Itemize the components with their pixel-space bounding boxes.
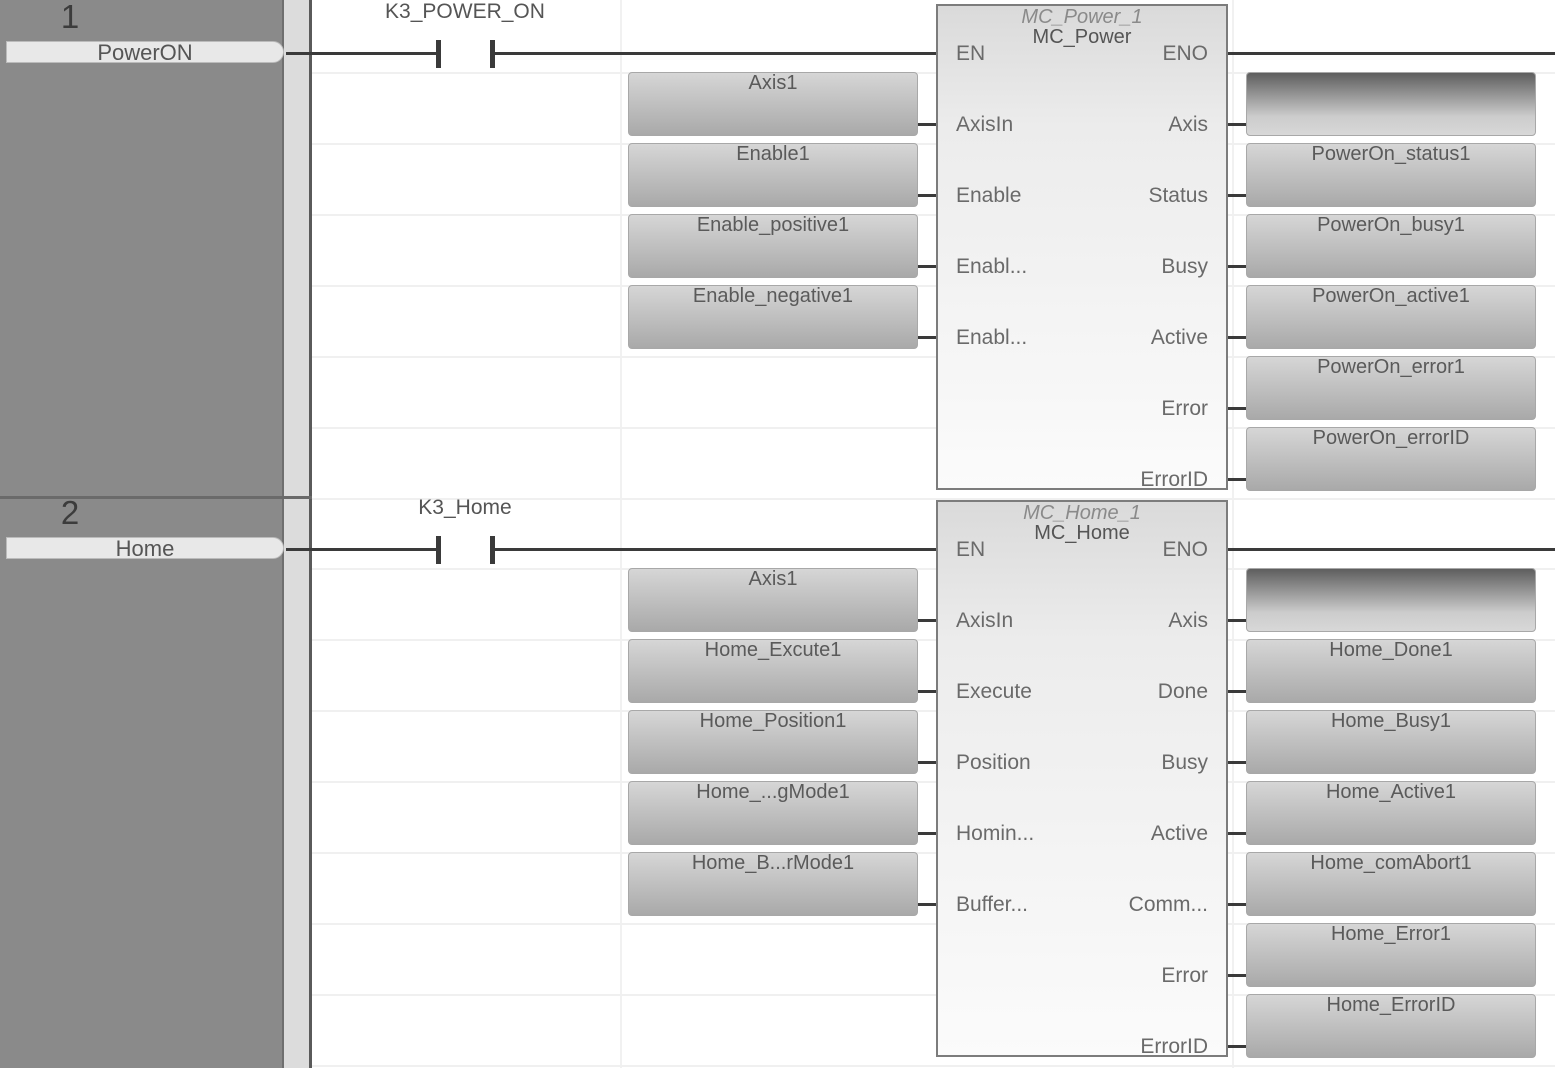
pin-eno: ENO bbox=[1162, 538, 1208, 561]
rung-number: 1 bbox=[60, 0, 80, 35]
function-block-instance-name: MC_Power_1 bbox=[1021, 6, 1143, 28]
pin-output-label: Error bbox=[1161, 964, 1208, 987]
input-variable[interactable]: Home_Excute1 bbox=[628, 639, 918, 703]
rung-wire bbox=[1226, 548, 1555, 551]
output-variable[interactable]: Home_Done1 bbox=[1246, 639, 1536, 703]
pin-output-label: Axis bbox=[1168, 609, 1208, 632]
output-variable[interactable]: PowerOn_busy1 bbox=[1246, 214, 1536, 278]
contact-right-bar[interactable] bbox=[490, 40, 495, 68]
rung-wire bbox=[286, 52, 436, 55]
output-variable[interactable]: Home_ErrorID bbox=[1246, 994, 1536, 1058]
contact-left-bar[interactable] bbox=[436, 40, 441, 68]
grid-row-line bbox=[312, 1065, 1555, 1067]
contact-left-bar[interactable] bbox=[436, 536, 441, 564]
output-variable[interactable]: PowerOn_active1 bbox=[1246, 285, 1536, 349]
output-variable[interactable]: Home_Active1 bbox=[1246, 781, 1536, 845]
input-variable[interactable]: Home_B...rMode1 bbox=[628, 852, 918, 916]
input-variable[interactable]: Home_Position1 bbox=[628, 710, 918, 774]
input-variable[interactable]: Enable_positive1 bbox=[628, 214, 918, 278]
output-variable[interactable]: PowerOn_errorID bbox=[1246, 427, 1536, 491]
rung-wire bbox=[495, 548, 938, 551]
output-variable[interactable]: PowerOn_error1 bbox=[1246, 356, 1536, 420]
pin-input-label: Execute bbox=[956, 680, 1032, 703]
pin-output-label: Active bbox=[1150, 326, 1208, 349]
pin-input-label: Enabl... bbox=[956, 326, 1028, 349]
pin-input-label: Enabl... bbox=[956, 255, 1028, 278]
rung-label[interactable]: PowerON bbox=[6, 41, 284, 63]
input-variable[interactable]: Enable_negative1 bbox=[628, 285, 918, 349]
pin-output-label: Status bbox=[1148, 184, 1208, 207]
function-block[interactable] bbox=[936, 500, 1228, 1057]
pin-output-label: Axis bbox=[1168, 113, 1208, 136]
rung-wire bbox=[286, 548, 436, 551]
input-variable[interactable]: Axis1 bbox=[628, 72, 918, 136]
pin-output-label: Done bbox=[1157, 680, 1208, 703]
pin-output-label: Active bbox=[1150, 822, 1208, 845]
pin-output-label: Comm... bbox=[1128, 893, 1208, 916]
grid-column-line bbox=[1232, 0, 1234, 1068]
function-block-type: MC_Home bbox=[1034, 522, 1130, 544]
pin-eno: ENO bbox=[1162, 42, 1208, 65]
function-block-instance-name: MC_Home_1 bbox=[1023, 502, 1141, 524]
function-block[interactable] bbox=[936, 4, 1228, 490]
rung-wire bbox=[495, 52, 938, 55]
pin-input-label: Homin... bbox=[956, 822, 1035, 845]
output-variable[interactable]: Home_comAbort1 bbox=[1246, 852, 1536, 916]
pin-output-label: ErrorID bbox=[1140, 468, 1208, 491]
pin-input-label: AxisIn bbox=[956, 609, 1014, 632]
pin-en: EN bbox=[956, 538, 986, 561]
output-variable[interactable]: Home_Busy1 bbox=[1246, 710, 1536, 774]
pin-output-label: Busy bbox=[1161, 751, 1208, 774]
pin-input-label: Enable bbox=[956, 184, 1022, 207]
input-variable[interactable]: Enable1 bbox=[628, 143, 918, 207]
pin-input-label: Position bbox=[956, 751, 1031, 774]
pin-en: EN bbox=[956, 42, 986, 65]
contact-label[interactable]: K3_Home bbox=[418, 496, 512, 519]
pin-input-label: Buffer... bbox=[956, 893, 1028, 916]
rung-wire bbox=[1226, 52, 1555, 55]
contact-right-bar[interactable] bbox=[490, 536, 495, 564]
function-block-type: MC_Power bbox=[1032, 26, 1132, 48]
grid-column-line bbox=[620, 0, 622, 1068]
output-variable[interactable] bbox=[1246, 72, 1536, 136]
contact-label[interactable]: K3_POWER_ON bbox=[385, 0, 545, 23]
pin-input-label: AxisIn bbox=[956, 113, 1014, 136]
rung-label[interactable]: Home bbox=[6, 537, 284, 559]
rung-gutter bbox=[0, 0, 282, 1068]
output-variable[interactable]: PowerOn_status1 bbox=[1246, 143, 1536, 207]
output-variable[interactable]: Home_Error1 bbox=[1246, 923, 1536, 987]
output-variable[interactable] bbox=[1246, 568, 1536, 632]
input-variable[interactable]: Axis1 bbox=[628, 568, 918, 632]
rung-number: 2 bbox=[60, 494, 80, 531]
pin-output-label: Busy bbox=[1161, 255, 1208, 278]
pin-output-label: ErrorID bbox=[1140, 1035, 1208, 1058]
pin-output-label: Error bbox=[1161, 397, 1208, 420]
input-variable[interactable]: Home_...gMode1 bbox=[628, 781, 918, 845]
left-power-rail bbox=[282, 0, 312, 1068]
